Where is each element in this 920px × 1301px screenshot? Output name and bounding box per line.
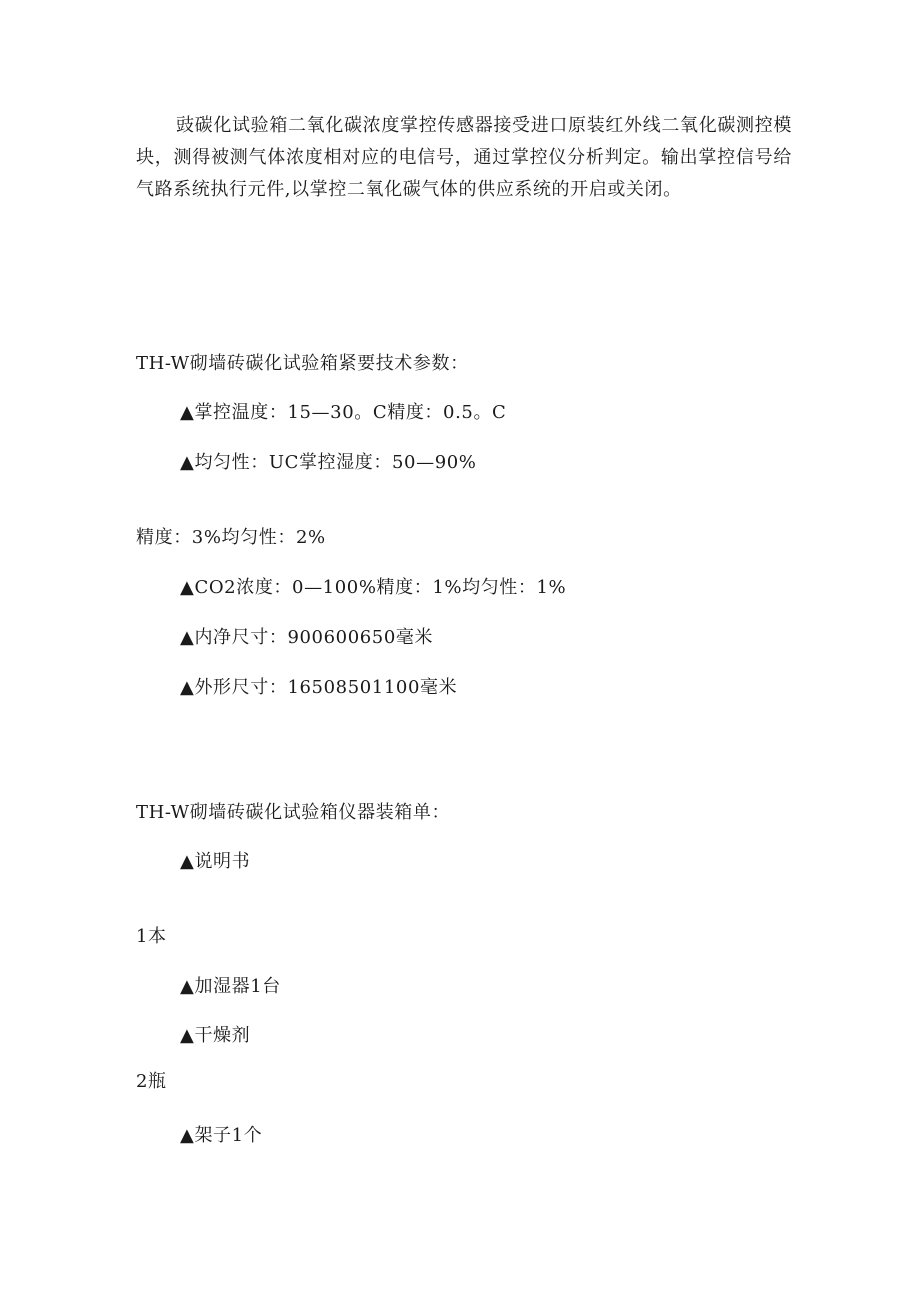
param-item-co2-concentration: ▲CO2浓度：0—100%精度：1%均匀性：1% [180,577,567,598]
packing-item-desiccant: ▲干燥剂 [180,1025,251,1046]
packing-item-desiccant-qty: 2瓶 [136,1071,167,1092]
params-heading: TH-W砌墙砖碳化试验箱紧要技术参数： [136,353,469,374]
packing-item-manual: ▲说明书 [180,851,251,872]
param-item-inner-size: ▲内净尺寸：900600650毫米 [180,627,434,648]
packing-item-humidifier: ▲加湿器1台 [180,976,281,997]
param-item-outer-size: ▲外形尺寸：16508501100毫米 [180,677,458,698]
param-item-precision: 精度：3%均匀性：2% [136,527,326,548]
param-item-uniformity-humidity: ▲均匀性：UC掌控湿度：50—90% [180,452,477,473]
packing-heading: TH-W砌墙砖碳化试验箱仪器装箱单： [136,802,451,823]
packing-item-rack: ▲架子1个 [180,1125,263,1146]
intro-paragraph: 豉碳化试验箱二氧化碳浓度掌控传感器接受进口原装红外线二氧化碳测控模块，测得被测气体浓度相对应的电信号，通过掌控仪分析判定。输出掌控信号给气路系统执行元件,以掌控二氧化碳气体的供应系统的开启或关闭。 [136,115,792,200]
packing-item-manual-qty: 1本 [136,926,167,947]
param-item-control-temperature: ▲掌控温度：15—30。C精度：0.5。C [180,402,507,423]
